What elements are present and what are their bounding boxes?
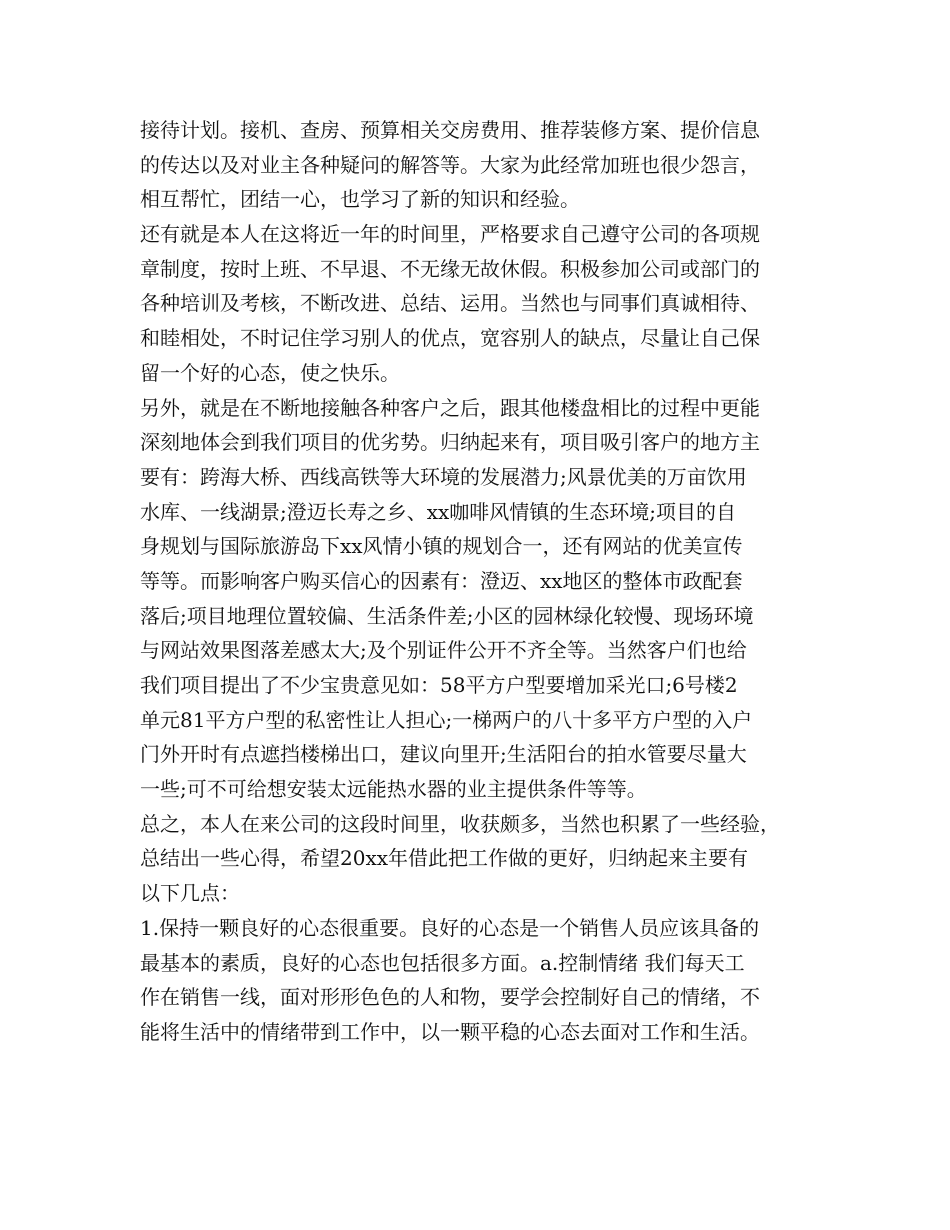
text-line: 要有：跨海大桥、西线高铁等大环境的发展潜力;风景优美的万亩饮用 <box>140 464 747 489</box>
text-line: 一些;可不可给想安装太远能热水器的业主提供条件等等。 <box>140 777 647 802</box>
text-line: 1.保持一颗良好的心态很重要。良好的心态是一个销售人员应该具备的 <box>140 915 760 940</box>
text-line: 最基本的素质，良好的心态也包括很多方面。a.控制情绪 我们每天工 <box>140 950 745 975</box>
text-line: 和睦相处，不时记住学习别人的优点，宽容别人的缺点，尽量让自己保 <box>140 326 760 351</box>
text-line: 留一个好的心态，使之快乐。 <box>140 360 400 385</box>
text-line: 另外，就是在不断地接触各种客户之后，跟其他楼盘相比的过程中更能 <box>140 395 760 420</box>
text-line: 身规划与国际旅游岛下xx风情小镇的规划合一，还有网站的优美宣传 <box>140 534 743 559</box>
text-line: 的传达以及对业主各种疑问的解答等。大家为此经常加班也很少怨言， <box>140 152 760 177</box>
text-line: 接待计划。接机、查房、预算相关交房费用、推荐装修方案、提价信息 <box>140 118 760 142</box>
text-line: 总结出一些心得，希望20xx年借此把工作做的更好，归纳起来主要有 <box>140 846 749 871</box>
text-line: 作在销售一线，面对形形色色的人和物，要学会控制好自己的情绪，不 <box>140 985 760 1010</box>
text-line: 相互帮忙，团结一心，也学习了新的知识和经验。 <box>140 187 580 212</box>
text-line: 还有就是本人在这将近一年的时间里，严格要求自己遵守公司的各项规 <box>140 222 760 247</box>
text-line: 各种培训及考核，不断改进、总结、运用。当然也与同事们真诚相待、 <box>140 291 760 316</box>
text-line: 落后;项目地理位置较偏、生活条件差;小区的园林绿化较慢、现场环境 <box>140 603 754 628</box>
text-line: 能将生活中的情绪带到工作中，以一颗平稳的心态去面对工作和生活。 <box>140 1019 760 1044</box>
text-line: 总之，本人在来公司的这段时间里，收获颇多，当然也积累了一些经验， <box>140 811 780 836</box>
text-line: 门外开时有点遮挡楼梯出口，建议向里开;生活阳台的拍水管要尽量大 <box>140 742 747 767</box>
text-line: 与网站效果图落差感太大;及个别证件公开不齐全等。当然客户们也给 <box>140 638 747 663</box>
text-line: 单元81平方户型的私密性让人担心;一梯两户的八十多平方户型的入户 <box>140 707 753 732</box>
body-text <box>140 113 830 1050</box>
text-line: 深刻地体会到我们项目的优劣势。归纳起来有，项目吸引客户的地方主 <box>140 430 760 455</box>
text-line: 我们项目提出了不少宝贵意见如：58平方户型要增加采光口;6号楼2 <box>140 673 738 697</box>
text-line: 等等。而影响客户购买信心的因素有：澄迈、xx地区的整体市政配套 <box>140 568 743 593</box>
text-line: 以下几点： <box>140 881 240 906</box>
text-line: 章制度，按时上班、不早退、不无缘无故休假。积极参加公司或部门的 <box>140 256 760 281</box>
text-line: 水库、一线湖景;澄迈长寿之乡、xx咖啡风情镇的生态环境;项目的自 <box>140 499 737 524</box>
